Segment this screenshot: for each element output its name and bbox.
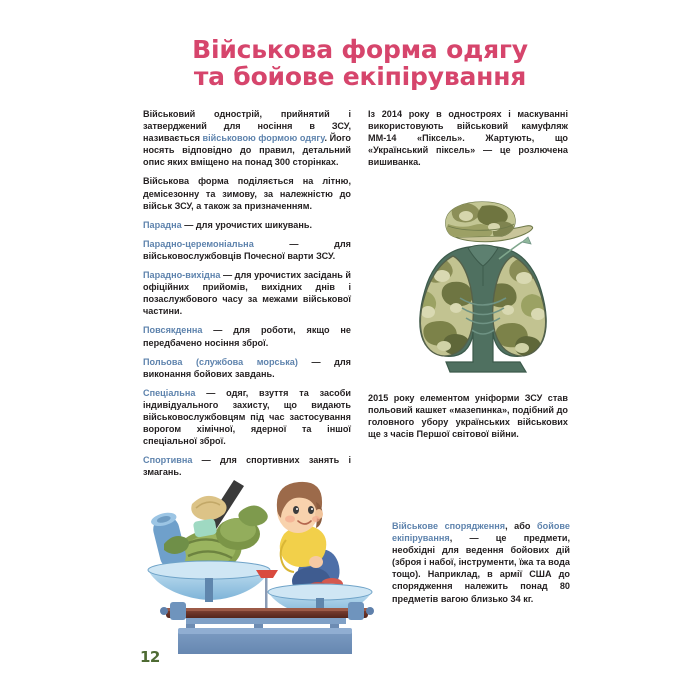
- field-cap-mazepynka: [438, 198, 533, 242]
- body-text-run: . Його носять відповідно до правил, детальний опис яких вміщено на понад 300 сторінках.: [143, 133, 351, 168]
- p-type-parade-ceremonial: [143, 238, 351, 262]
- p-type-parade-leave: [143, 269, 351, 317]
- left-scale-pan: [148, 561, 270, 602]
- body-text-run: — для роботи, якщо не передбачено носіння зброї.: [143, 325, 351, 348]
- p-camouflage: [368, 108, 568, 168]
- highlighted-term: Парадно-вихідна: [143, 270, 221, 281]
- highlighted-term: Польова (службова морська): [143, 356, 298, 367]
- highlighted-term: бойове екіпірування: [392, 521, 570, 544]
- balance-scale-illustration: [146, 468, 386, 654]
- right-text-column-equipment: [392, 520, 570, 605]
- p-mazepynka: [368, 392, 568, 440]
- camouflage-uniform-and-cap-illustration: [398, 186, 573, 386]
- body-text-run: — для урочистих шикувань.: [181, 219, 313, 230]
- p-uniform-definition: [143, 108, 351, 168]
- p-type-special: [143, 387, 351, 447]
- highlighted-term: Спортивна: [143, 455, 193, 466]
- highlighted-term: військовою формою одягу: [202, 133, 325, 144]
- highlighted-term: Парадна: [143, 219, 182, 230]
- body-text-run: Із 2014 року в одностроях і маскуванні використовують військовий камуфляж ММ-14 «Піксель». Жартують, що «Український піксель» — це розлючена вишиванка.: [368, 109, 568, 168]
- body-text-run: , — це предмети, необхідні для ведення бойових дій (зброя і набої, інструменти, їжа та вода тощо). Наприклад, в армії США до спорядження належить понад 80 предметів вагою близько 34 кг.: [392, 533, 570, 604]
- page-title: [150, 36, 570, 90]
- page-number: 12: [140, 648, 160, 666]
- camouflage-jacket: [412, 237, 552, 372]
- body-text-run: — одяг, взуття та засоби індивідуального захисту, що видають військовослужбовцям під час застосування ворогом хімічної, ядерної та іншої спеціальної зброї.: [143, 387, 351, 447]
- p-type-field: [143, 356, 351, 380]
- body-text-run: — для урочистих засідань й офіційних прийомів, вихідних днів і позаслужбового часу за межами військової частини.: [143, 270, 351, 317]
- left-text-column: [143, 108, 351, 478]
- right-text-column-cap: [368, 392, 568, 440]
- body-text-run: — для спортивних занять і змагань.: [143, 455, 351, 478]
- p-type-parade: [143, 219, 351, 231]
- p-type-everyday: [143, 324, 351, 348]
- highlighted-term: Спеціальна: [143, 387, 196, 398]
- page-title-line-2: та бойове екіпірування: [193, 62, 527, 91]
- p-equipment: [392, 520, 570, 605]
- body-text-run: Військовий однострій, прийнятий і затверджений для носіння в ЗСУ, називається: [143, 109, 351, 144]
- page-title-line-1: Військова форма одягу: [192, 35, 528, 64]
- scale-base: [178, 628, 352, 654]
- highlighted-term: Військове спорядження: [392, 521, 506, 531]
- right-text-column-camouflage: [368, 108, 568, 168]
- body-text-run: 2015 року елементом уніформи ЗСУ став польовий кашкет «мазепинка», подібний до головного убору українських військових ще з часів Першої світової війни.: [368, 393, 568, 440]
- boy-figure: [277, 482, 349, 598]
- body-text-run: Військова форма поділяється на літню, демісезонну та зимову, за належністю до військ ЗСУ, а також за призначенням.: [143, 176, 351, 211]
- body-text-run: , або: [505, 521, 538, 531]
- p-uniform-division: [143, 175, 351, 211]
- body-text-run: — для виконання бойових завдань.: [143, 356, 352, 379]
- body-text-run: — для військовослужбовців Почесної варти ЗСУ.: [143, 238, 351, 261]
- highlighted-term: Повсякденна: [143, 325, 203, 336]
- highlighted-term: Парадно-церемоніальна: [143, 238, 254, 249]
